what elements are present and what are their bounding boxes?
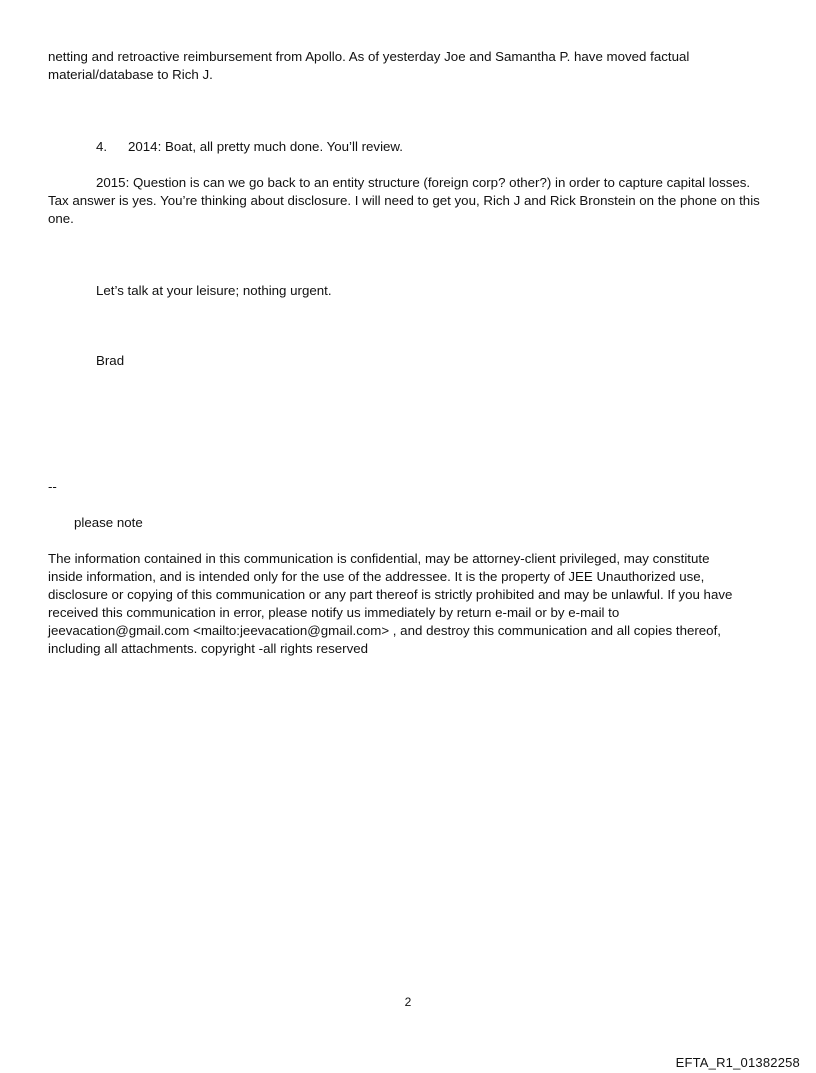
closing-line: Let’s talk at your leisure; nothing urgent. xyxy=(96,283,332,298)
disclaimer-line: disclosure or copying of this communication or any part thereof is strictly prohibited and may be unlawful. If you have xyxy=(48,587,733,602)
disclaimer-line: The information contained in this communication is confidential, may be attorney-client privileged, may constitute xyxy=(48,551,710,566)
confidentiality-disclaimer xyxy=(48,550,773,658)
item-4-number: 4. xyxy=(96,139,108,154)
continued-paragraph xyxy=(48,48,773,84)
paragraph-line: 2015: Question is can we go back to an entity structure (foreign corp? other?) in order to capture capital losses. xyxy=(96,175,751,190)
disclaimer-line: jeevacation@gmail.com <mailto:jeevacation@gmail.com> , and destroy this communication and all copies thereof, xyxy=(48,623,721,638)
signature-separator: -- xyxy=(48,479,57,494)
item-2015-paragraph xyxy=(48,174,773,228)
signature: Brad xyxy=(96,353,125,368)
paragraph-line: one. xyxy=(48,211,74,226)
document-id: EFTA_R1_01382258 xyxy=(675,1055,800,1070)
paragraph-line: material/database to Rich J. xyxy=(48,67,213,82)
disclaimer-line: inside information, and is intended only for the use of the addressee. It is the property of JEE Unauthorized use, xyxy=(48,569,705,584)
paragraph-line: netting and retroactive reimbursement from Apollo. As of yesterday Joe and Samantha P. have moved factual xyxy=(48,49,690,64)
please-note-label: please note xyxy=(74,515,143,530)
page-number: 2 xyxy=(404,995,412,1009)
disclaimer-line: including all attachments. copyright -all rights reserved xyxy=(48,641,369,656)
disclaimer-line: received this communication in error, please notify us immediately by return e-mail or by e-mail to xyxy=(48,605,620,620)
paragraph-line: Tax answer is yes. You’re thinking about disclosure. I will need to get you, Rich J and Rick Bronstein on the phone on this xyxy=(48,193,760,208)
item-4-text: 2014: Boat, all pretty much done. You’ll review. xyxy=(128,139,403,154)
